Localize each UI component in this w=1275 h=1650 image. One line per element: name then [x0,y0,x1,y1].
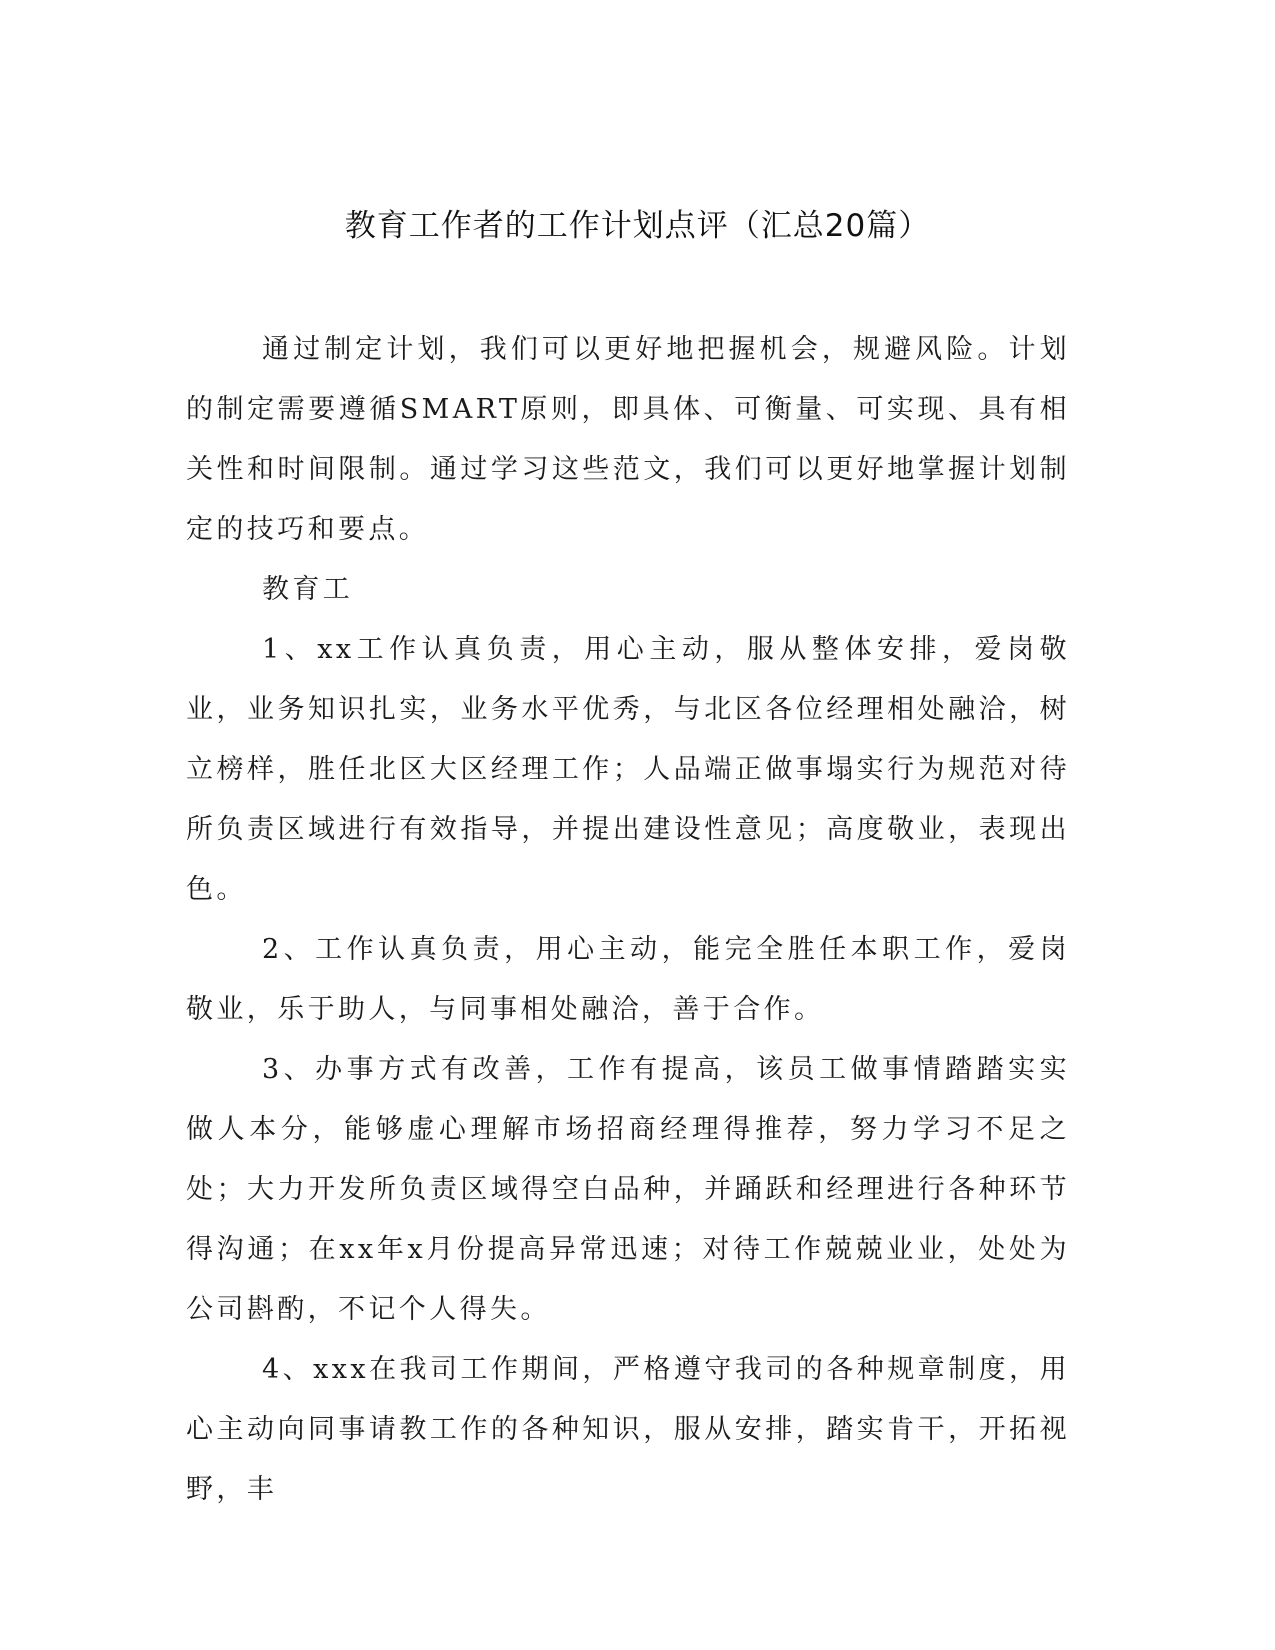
comment-paragraph-1: 1、xx工作认真负责，用心主动，服从整体安排，爱岗敬业，业务知识扎实，业务水平优秀，与北区各位经理相处融洽，树立榜样，胜任北区大区经理工作；人品端正做事塌实行为规范对待所负责区域进行有效指导，并提出建设性意见；高度敬业，表现出色。 [186,634,1070,905]
comment-paragraph-3: 3、办事方式有改善，工作有提高，该员工做事情踏踏实实做人本分，能够虚心理解市场招商经理得推荐，努力学习不足之处；大力开发所负责区域得空白品种，并踊跃和经理进行各种环节得沟通；在xx年x月份提高异常迅速；对待工作兢兢业业，处处为公司斟酌，不记个人得失。 [186,1054,1070,1325]
document-title: 教育工作者的工作计划点评（汇总20篇） [344,208,931,244]
comment-paragraph-4: 4、xxx在我司工作期间，严格遵守我司的各种规章制度，用心主动向同事请教工作的各种知识，服从安排，踏实肯干，开拓视野，丰 [186,1354,1070,1505]
section-heading-paragraph: 教育工 [262,574,354,605]
document-body [186,320,1070,1520]
intro-paragraph: 通过制定计划，我们可以更好地把握机会，规避风险。计划的制定需要遵循SMART原则，即具体、可衡量、可实现、具有相关性和时间限制。通过学习这些范文，我们可以更好地掌握计划制定的技巧和要点。 [186,334,1070,545]
comment-paragraph-2: 2、工作认真负责，用心主动，能完全胜任本职工作，爱岗敬业，乐于助人，与同事相处融洽，善于合作。 [186,934,1070,1025]
